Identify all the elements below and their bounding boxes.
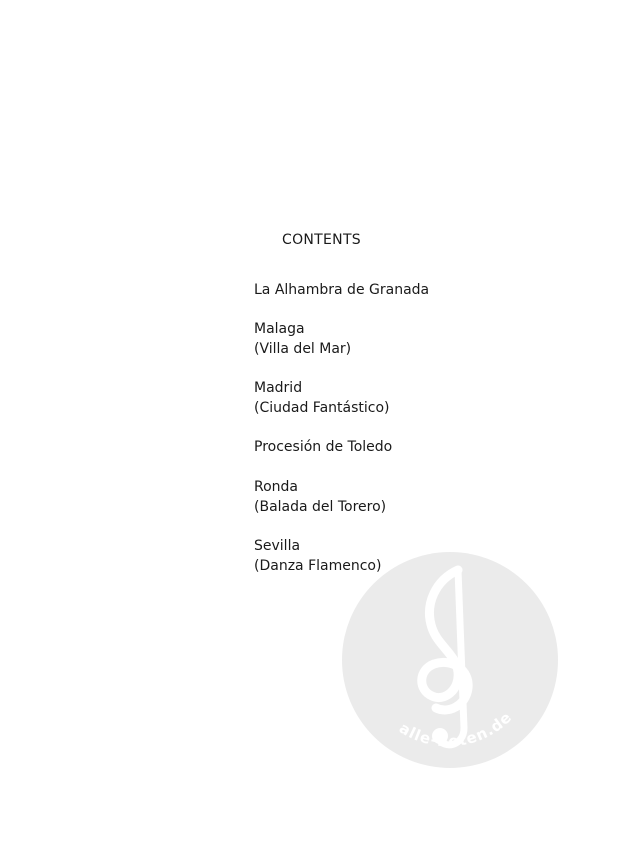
toc-subtitle: (Balada del Torero) (254, 499, 387, 515)
treble-clef-icon (340, 550, 560, 770)
toc-title: Sevilla (254, 538, 301, 554)
toc-title: Procesión de Toledo (254, 439, 393, 455)
toc-title: Malaga (254, 321, 305, 337)
toc-subtitle: (Danza Flamenco) (254, 558, 382, 574)
toc-title-block (254, 319, 351, 359)
toc-subtitle: (Villa del Mar) (254, 341, 352, 357)
toc-title-block (254, 477, 386, 517)
contents-heading: CONTENTS (282, 232, 361, 248)
toc-title: Ronda (254, 479, 299, 495)
toc-title: La Alhambra de Granada (254, 282, 430, 298)
watermark-logo (340, 550, 560, 770)
toc-subtitle: (Ciudad Fantástico) (254, 400, 390, 416)
toc-title-block (254, 437, 392, 457)
toc-title-block (254, 280, 429, 300)
toc-title: Madrid (254, 380, 303, 396)
watermark-text: alle-noten.de (396, 707, 516, 751)
toc-title-block (254, 378, 390, 418)
